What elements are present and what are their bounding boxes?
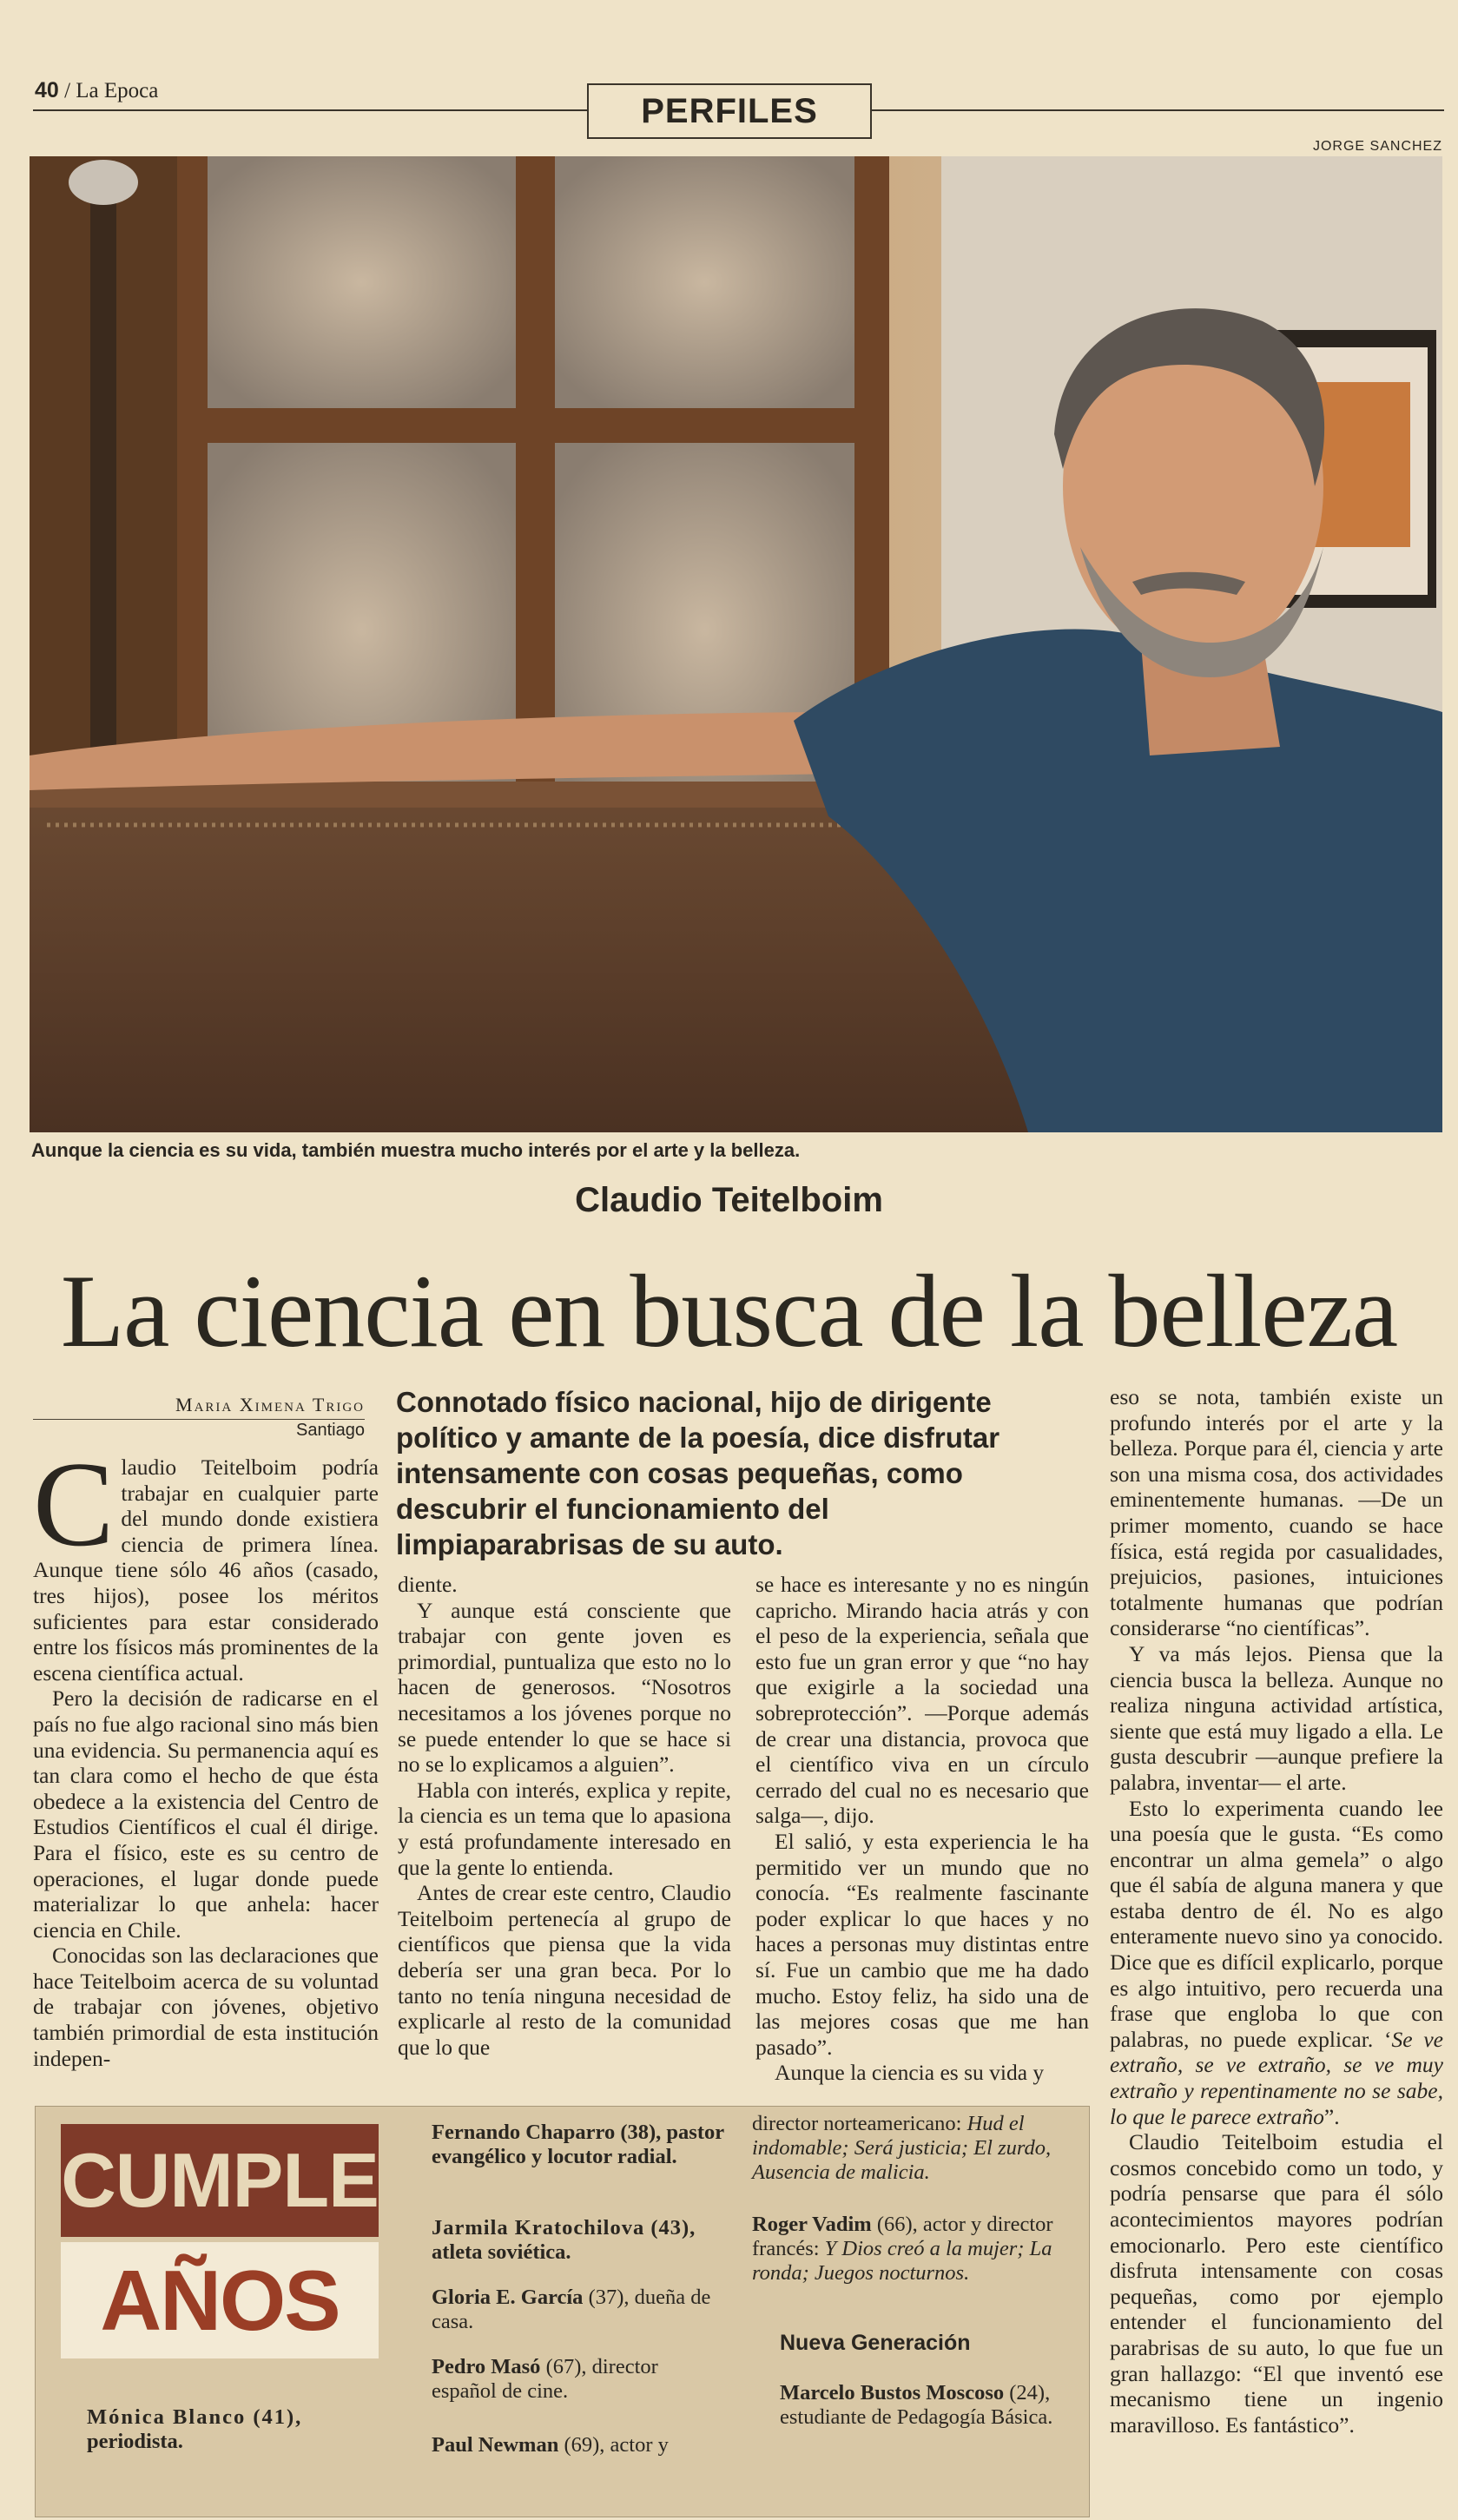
birthday-name: Roger Vadim (752, 2213, 872, 2236)
birthday-desc: (66), actor y director francés: (752, 2213, 1053, 2260)
byline (33, 1394, 365, 1416)
section-label: PERFILES (587, 83, 872, 139)
paragraph-text: laudio Teitelboim podría trabajar en cualquier parte del mundo donde existiera ciencia de primera línea. Aunque tiene sólo 46 años (casado, tres hijos), posee los méritos suficientes para estar considerado entre los físicos más prominentes de la escena científica actual. (33, 1455, 379, 1685)
portrait-photo-illustration (30, 156, 1442, 1132)
newspaper-name: La Epoca (76, 79, 159, 102)
paragraph-text: ”. (1323, 2103, 1340, 2129)
birthday-entry (432, 2121, 727, 2169)
birthday-desc: director norteamericano: (752, 2112, 962, 2135)
paragraph: Habla con interés, explica y repite, la ciencia es un tema que lo apasiona y está profundamente interesado en que la gente lo entienda. (398, 1777, 731, 1880)
birthday-works: Y Dios creó a la mujer; La ronda; Juegos nocturnos. (752, 2237, 1052, 2285)
birthday-name: Paul Newman (432, 2433, 559, 2457)
paragraph: Antes de crear este centro, Claudio Teitelboim pertenecía al grupo de científicos que piensa que la vida debería ser una gran beca. Por lo tanto no tenía ninguna necesidad de explicarle al resto de la comunidad que lo que (398, 1880, 731, 2060)
birthday-works: Hud el indomable; Será justicia; El zurdo, Ausencia de malicia. (752, 2112, 1052, 2184)
birthday-entry (432, 2216, 727, 2265)
article-column-4 (1110, 1384, 1443, 2438)
birthday-desc: (69), actor y (564, 2433, 669, 2457)
paragraph: Y va más lejos. Piensa que la ciencia busca la belleza. Aunque no realiza ninguna actividad artística, siente que está muy ligado a ella. Le gusta descubrir —aunque prefiere la palabra, inventar— el arte. (1110, 1640, 1443, 1795)
article-kicker: Claudio Teitelboim (575, 1181, 883, 1219)
quote-text: Se ve extraño, se ve extraño, se ve muy extraño y repentinamente no se sabe, lo que le parece extraño (1110, 2026, 1443, 2129)
birthday-entry (752, 2112, 1073, 2185)
drop-cap: C (33, 1437, 115, 1572)
paragraph: eso se nota, también existe un profundo interés por el arte y la belleza. Porque para él, ciencia y arte son una misma cosa, dos actividades eminentemente humanas. —De un primer momento, cuando se hace física, está regida por casualidades, prejuicios, pasiones, intuiciones totalmente humanas que podrían considerarse “no científicas”. (1110, 1384, 1443, 1641)
paragraph: Y aunque está consciente que trabajar con gente joven es primordial, puntualiza que esto no lo hacen de generosos. “Nosotros necesitamos a los jóvenes porque no se puede entender lo que se hace si no se lo explicamos a alguien”. (398, 1597, 731, 1778)
page-number: 40 (35, 78, 59, 102)
paragraph (1110, 1796, 1443, 2130)
birthday-desc: atleta soviética. (432, 2240, 571, 2264)
photo-caption: Aunque la ciencia es su vida, también muestra mucho interés por el arte y la belleza. (31, 1139, 801, 1161)
birthday-entry (432, 2286, 727, 2334)
paragraph: Conocidas son las declaraciones que hace Teitelboim acerca de su voluntad de trabajar con jóvenes, objetivo también primordial de esta institución indepen- (33, 1943, 379, 2071)
birthday-entry (432, 2355, 727, 2404)
birthday-desc: pastor evangélico y locutor radial. (432, 2121, 724, 2168)
birthdays-title-bottom: AÑOS (61, 2242, 379, 2358)
birthday-name: Mónica Blanco (41), (87, 2405, 303, 2429)
birthdays-title-top: CUMPLE (61, 2124, 379, 2237)
paragraph-text: Esto lo experimenta cuando lee una poesía que le gusta. “Es como encontrar un alma gemela” o algo que él sabía de alguna manera y que estaba dentro de él. No es algo enteramente nuevo sino ya conocido. Dice que es difícil explicarlo, porque es algo intuitivo, pero recuerda una frase que engloba lo que con palabras, no puede explicar. ‘ (1110, 1795, 1443, 2052)
birthday-entry (432, 2433, 727, 2457)
article-photo (30, 156, 1442, 1132)
page-folio (35, 78, 158, 103)
birthday-desc: (24), estudiante de Pedagogía Básica. (780, 2381, 1053, 2429)
photo-credit: JORGE SANCHEZ (1312, 139, 1442, 154)
birthday-entry (87, 2405, 382, 2454)
birthday-name: Jarmila Kratochilova (43), (432, 2216, 696, 2240)
paragraph: diente. (398, 1572, 458, 1597)
paragraph: El salió, y esta experiencia le ha permitido ver un mundo que no conocía. “Es realmente fascinante poder explicar lo que haces y no haces a personas muy distintas entre sí. Fue un cambio que me ha dado mucho. Estoy feliz, ha sido una de las mejores cosas que me han pasado”. (755, 1828, 1089, 2060)
new-generation-title: Nueva Generación (780, 2331, 971, 2355)
dateline-place: Santiago (296, 1421, 365, 1440)
new-generation-heading (780, 2331, 1075, 2356)
article-column-2 (398, 1572, 731, 2060)
article-column-3 (755, 1572, 1089, 2086)
birthday-entry (752, 2213, 1073, 2286)
article-column-1 (33, 1437, 379, 2071)
birthday-desc: periodista. (87, 2430, 183, 2453)
paragraph (33, 1437, 379, 1685)
byline-rule (33, 1419, 365, 1420)
birthday-desc: (67), director español de cine. (432, 2355, 658, 2403)
birthday-name: Fernando Chaparro (38), (432, 2121, 662, 2144)
paragraph: se hace es interesante y no es ningún capricho. Mirando hacia atrás y con el peso de la experiencia, señala que esto fue un gran error y que “no hay que exigirle a la sociedad una sobreprotección”. —Porque además de crear una distancia, provoca que el científico viva en un círculo cerrado del cual no es necesario que salga—, dijo. (755, 1572, 1089, 1829)
paragraph: Claudio Teitelboim estudia el cosmos concebido como un todo, y podría pensarse que para él sólo acontecimientos mayores podrían emocionarlo. Pero este científico disfruta intensamente con cosas pequeñas, como por ejemplo entender el funcionamiento del parabrisas de su auto, lo que fue un gran hallazgo: “El que inventó ese mecanismo tiene un ingenio maravilloso. Es fantástico”. (1110, 2129, 1443, 2438)
byline-name: Maria Ximena Trigo (175, 1394, 365, 1415)
birthday-name: Marcelo Bustos Moscoso (780, 2381, 1005, 2405)
birthday-name: Pedro Masó (432, 2355, 541, 2378)
article-headline: La ciencia en busca de la belleza (60, 1253, 1398, 1369)
birthday-entry (780, 2381, 1075, 2430)
birthday-desc: (37), dueña de casa. (432, 2286, 711, 2333)
birthday-name: Gloria E. García (432, 2286, 584, 2309)
article-deck: Connotado físico nacional, hijo de dirigente político y amante de la poesía, dice disfrutar intensamente con cosas pequeñas, como descubrir el funcionamiento del limpiaparabrisas de su auto. (396, 1386, 1000, 1560)
paragraph: Pero la decisión de radicarse en el país no fue algo racional sino más bien una evidencia. Su permanencia aquí es tan clara como el hecho de que ésta obedece a la existencia del Centro de Estudios Científicos el cual él dirige. Para el físico, este es su centro de operaciones, el lugar donde puede materializar lo que anhela: hacer ciencia en Chile. (33, 1685, 379, 1943)
folio-separator: / (64, 79, 71, 102)
paragraph: Aunque la ciencia es su vida y (775, 2060, 1045, 2086)
